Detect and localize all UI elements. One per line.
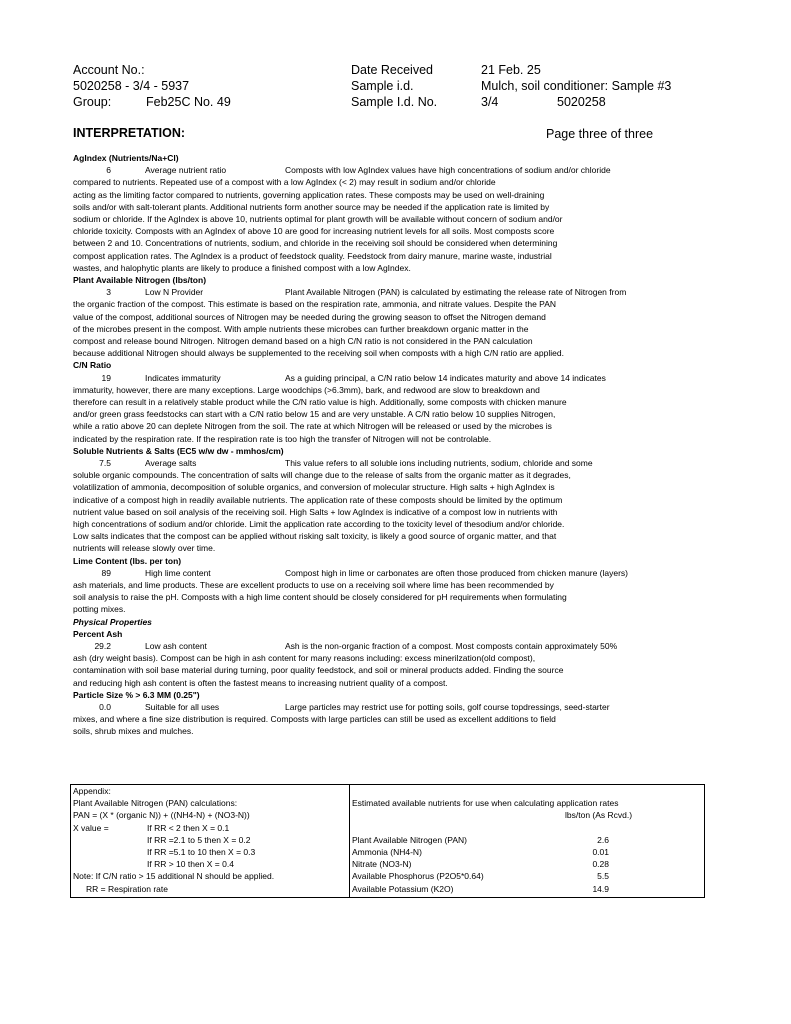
rr-definition: RR = Respiration rate bbox=[86, 883, 168, 894]
section-text-line: and/or green grass feedstocks can start with a C/N ratio below 15 and are very unstable. A C/N ratio below 10 supplies Nitrogen, bbox=[73, 409, 556, 420]
section-rating: Average salts bbox=[145, 458, 197, 469]
nutrient-row bbox=[352, 870, 702, 882]
sample-id-label: Sample i.d. bbox=[351, 79, 414, 93]
section-rating: High lime content bbox=[145, 567, 211, 578]
section-text-line: between 2 and 10. Concentrations of nutrients, sodium, and chloride in the receiving soil should be considered when determining bbox=[73, 238, 558, 249]
section-text-line: soil analysis to raise the pH. Composts with a high lime content should be closely considered for pH requirements when formulating bbox=[73, 592, 567, 603]
appendix-title: Appendix: bbox=[73, 786, 111, 796]
section-value: 29.2 bbox=[94, 641, 111, 652]
nutrient-name: Available Potassium (K2O) bbox=[352, 883, 454, 894]
interpretation-title: INTERPRETATION: bbox=[73, 126, 186, 140]
section-text-line: volatilization of ammonia, decomposition of soluble organics, and conversion of molecular structure. High salts + high AgIndex is bbox=[73, 482, 555, 493]
section-text-line: and reducing high ash content is often the fastest means to increasing nutrient quality of a compost. bbox=[73, 677, 448, 688]
section-text-line: nutrient value based on soil analysis of the receiving soil. High Salts + low AgIndex is indicative of a compost low in nutrients with bbox=[73, 506, 558, 517]
nutrient-row bbox=[352, 834, 702, 846]
nutrient-name: Ammonia (NH4-N) bbox=[352, 846, 422, 857]
section-rating: Low N Provider bbox=[145, 287, 204, 298]
rule-4: If RR > 10 then X = 0.4 bbox=[147, 859, 234, 870]
section-title: AgIndex (Nutrients/Na+Cl) bbox=[73, 153, 179, 163]
section-value: 7.5 bbox=[99, 458, 111, 469]
section-title: Soluble Nutrients & Salts (EC5 w/w dw - mmhos/cm) bbox=[73, 445, 284, 456]
section-title: Percent Ash bbox=[73, 628, 123, 639]
units-label: lbs/ton (As Rcvd.) bbox=[565, 810, 633, 821]
appendix-box bbox=[70, 784, 705, 898]
section-first-text: Ash is the non-organic fraction of a compost. Most composts contain approximately 50% bbox=[285, 641, 618, 652]
section-text-line: indicated by the respiration rate. If the respiration rate is too high the transfer of Nitrogen will not be controlable. bbox=[73, 433, 492, 444]
account-label: Account No.: bbox=[73, 63, 145, 77]
group-label: Group: bbox=[73, 95, 112, 109]
section-text-line: nutrients will release slowly over time. bbox=[73, 543, 216, 554]
section-title: Plant Available Nitrogen (lbs/ton) bbox=[73, 275, 207, 286]
section-value: 19 bbox=[101, 372, 111, 383]
sample-id-value: Mulch, soil conditioner: Sample #3 bbox=[481, 79, 672, 93]
nutrient-value: 14.9 bbox=[592, 883, 609, 894]
section-text-line: immaturity, however, there are many exceptions. Large woodchips (>6.3mm), bark, and redwood are slow to breakdown and bbox=[73, 384, 540, 395]
date-received-label: Date Received bbox=[351, 63, 433, 77]
section-text-line: mixes, and where a fine size distribution is required. Composts with large particles can still be used as excellent additions to field bbox=[73, 714, 556, 725]
section-rating: Average nutrient ratio bbox=[145, 165, 227, 176]
section-text-line: therefore can result in a relatively stable product while the C/N ratio value is high. Additionally, some composts with chicken manure bbox=[73, 397, 567, 408]
x-value-label: X value = bbox=[73, 822, 109, 833]
section-title: Lime Content (lbs. per ton) bbox=[73, 555, 182, 566]
section-value: 0.0 bbox=[99, 702, 111, 713]
section-text-line: compared to nutrients. Repeated use of a compost with a low AgIndex (< 2) may result in sodium and/or chloride bbox=[73, 177, 496, 188]
section-text-line: compost and release bound Nitrogen. Nitrogen demand based on a high C/N ratio is not considered in the PAN calculation bbox=[73, 336, 533, 347]
section-text-line: Low salts indicates that the compost can be applied without risking salt toxicity, is likely a good source of organic matter, and that bbox=[73, 531, 557, 542]
physical-properties-heading: Physical Properties bbox=[73, 616, 152, 627]
section-first-text: This value refers to all soluble ions including nutrients, sodium, chloride and some bbox=[285, 458, 593, 469]
section-text-line: of the microbes present in the compost. With ample nutrients these microbes can further breakdown organic matter in the bbox=[73, 323, 529, 334]
section-value: 89 bbox=[101, 567, 111, 578]
nutrient-value: 0.01 bbox=[592, 846, 609, 857]
section-first-text: Composts with low AgIndex values have high concentrations of sodium and/or chloride bbox=[285, 165, 611, 176]
nutrient-value: 0.28 bbox=[592, 859, 609, 870]
section-first-line bbox=[73, 164, 713, 176]
section-rating: Suitable for all uses bbox=[145, 702, 220, 713]
section-value: 6 bbox=[106, 165, 111, 176]
section-text-line: sodium or chloride. If the AgIndex is above 10, nutrients optimal for plant growth will be available without concern of sodium and/or bbox=[73, 214, 563, 224]
section-text-line: soluble organic compounds. The concentration of salts will change due to the release of salts from the organic matter as it degrades, bbox=[73, 470, 571, 481]
date-received-value: 21 Feb. 25 bbox=[481, 63, 541, 77]
section-text-line: soils and/or with salt-tolerant plants. Additional nutrients form another source may be needed if the application rate is limited by bbox=[73, 201, 550, 212]
estimated-nutrients-title: Estimated available nutrients for use when calculating application rates bbox=[352, 798, 619, 809]
section-first-line bbox=[73, 567, 713, 579]
section-text-line: indicative of a compost high in readily available nutrients. The application rate of these composts should be limited by the optimum bbox=[73, 494, 563, 505]
section-text-line: compost application rates. The AgIndex is a product of feedstock quality. Feedstock from dairy manure, marine waste, industrial bbox=[73, 250, 552, 261]
section-text-line: high concentrations of sodium and/or chloride. Limit the application rate according to the toxicity level of thesodium and/or chloride. bbox=[73, 519, 565, 530]
nutrient-value: 5.5 bbox=[597, 871, 609, 882]
nutrient-row bbox=[352, 883, 702, 895]
section-text-line: contamination with soil base material during turning, poor quality feedstock, and soil or mineral products added. Finding the source bbox=[73, 665, 564, 676]
section-text-line: because additional Nitrogen should always be supplemented to the receiving soil when composts with a high C/N ratio are applied. bbox=[73, 348, 564, 359]
nutrient-name: Available Phosphorus (P2O5*0.64) bbox=[352, 871, 484, 882]
cn-note: Note: If C/N ratio > 15 additional N should be applied. bbox=[73, 871, 275, 882]
section-text-line: acting as the limiting factor compared to nutrients, governing application rates. These composts may be used on well-draining bbox=[73, 189, 545, 200]
appendix-divider bbox=[349, 785, 350, 897]
section-text-line: while a ratio above 20 can deplete Nitrogen from the soil. The rate at which Nitrogen will be released or used by the microbes is bbox=[73, 421, 552, 432]
section-text-line: potting mixes. bbox=[73, 604, 126, 615]
section-first-text: Compost high in lime or carbonates are often those produced from chicken manure (layers) bbox=[285, 567, 629, 578]
section-rating: Indicates immaturity bbox=[145, 372, 221, 383]
section-first-line bbox=[73, 457, 713, 469]
section-first-line bbox=[73, 701, 713, 713]
section-text-line: ash (dry weight basis). Compost can be high in ash content for many reasons including: excess minerilzation(old compost), bbox=[73, 653, 536, 664]
rule-3: If RR =5.1 to 10 then X = 0.3 bbox=[147, 846, 256, 857]
section-first-line bbox=[73, 286, 713, 298]
section-text-line: wastes, and halophytic plants are likely to produce a finished compost with a low AgIndex. bbox=[73, 262, 411, 273]
group-value: Feb25C No. 49 bbox=[146, 95, 231, 109]
section-text-line: soils, shrub mixes and mulches. bbox=[73, 726, 194, 737]
section-first-text: As a guiding principal, a C/N ratio below 14 indicates maturity and above 14 indicates bbox=[285, 372, 606, 383]
pan-calc-title: Plant Available Nitrogen (PAN) calculations: bbox=[73, 798, 238, 809]
nutrient-value: 2.6 bbox=[597, 834, 609, 845]
sample-id-no-label: Sample I.d. No. bbox=[351, 95, 438, 109]
section-rating: Low ash content bbox=[145, 641, 207, 652]
rule-1: If RR < 2 then X = 0.1 bbox=[147, 822, 230, 833]
section-value: 3 bbox=[106, 287, 111, 298]
section-first-text: Large particles may restrict use for potting soils, golf course topdressings, seed-starter bbox=[285, 702, 610, 713]
interpretation-body bbox=[73, 152, 713, 738]
section-first-line bbox=[73, 640, 713, 652]
nutrient-row bbox=[352, 846, 702, 858]
appendix-right bbox=[352, 785, 702, 895]
rule-2: If RR =2.1 to 5 then X = 0.2 bbox=[147, 834, 251, 845]
section-first-text: Plant Available Nitrogen (PAN) is calculated by estimating the release rate of Nitrogen from bbox=[285, 287, 627, 298]
nutrient-row bbox=[352, 858, 702, 870]
sample-id-no-value: 3/4 bbox=[481, 95, 499, 109]
section-text-line: ash materials, and lime products. These are excellent products to use on a receiving soil where lime has been recommended by bbox=[73, 580, 554, 591]
sample-id-no-value2: 5020258 bbox=[557, 95, 606, 109]
section-text-line: value of the compost, additional sources of Nitrogen may be needed during the growing season to offset the Nitrogen demand bbox=[73, 311, 546, 322]
section-title: C/N Ratio bbox=[73, 360, 112, 371]
section-first-line bbox=[73, 372, 713, 384]
nutrient-name: Nitrate (NO3-N) bbox=[352, 859, 412, 870]
page-label: Page three of three bbox=[546, 127, 654, 141]
section-text-line: chloride toxicity. Composts with an AgIndex of above 10 are good for increasing nutrient levels for all soils. Most composts score bbox=[73, 226, 555, 237]
section-title: Particle Size % > 6.3 MM (0.25") bbox=[73, 689, 200, 700]
account-number: 5020258 - 3/4 - 5937 bbox=[73, 79, 190, 93]
nutrient-name: Plant Available Nitrogen (PAN) bbox=[352, 834, 467, 845]
pan-formula: PAN = (X * (organic N)) + ((NH4-N) + (NO3-N)) bbox=[73, 810, 250, 821]
section-text-line: the organic fraction of the compost. This estimate is based on the respiration rate, ammonia, and nitrate values. Despite the PAN bbox=[73, 299, 557, 310]
